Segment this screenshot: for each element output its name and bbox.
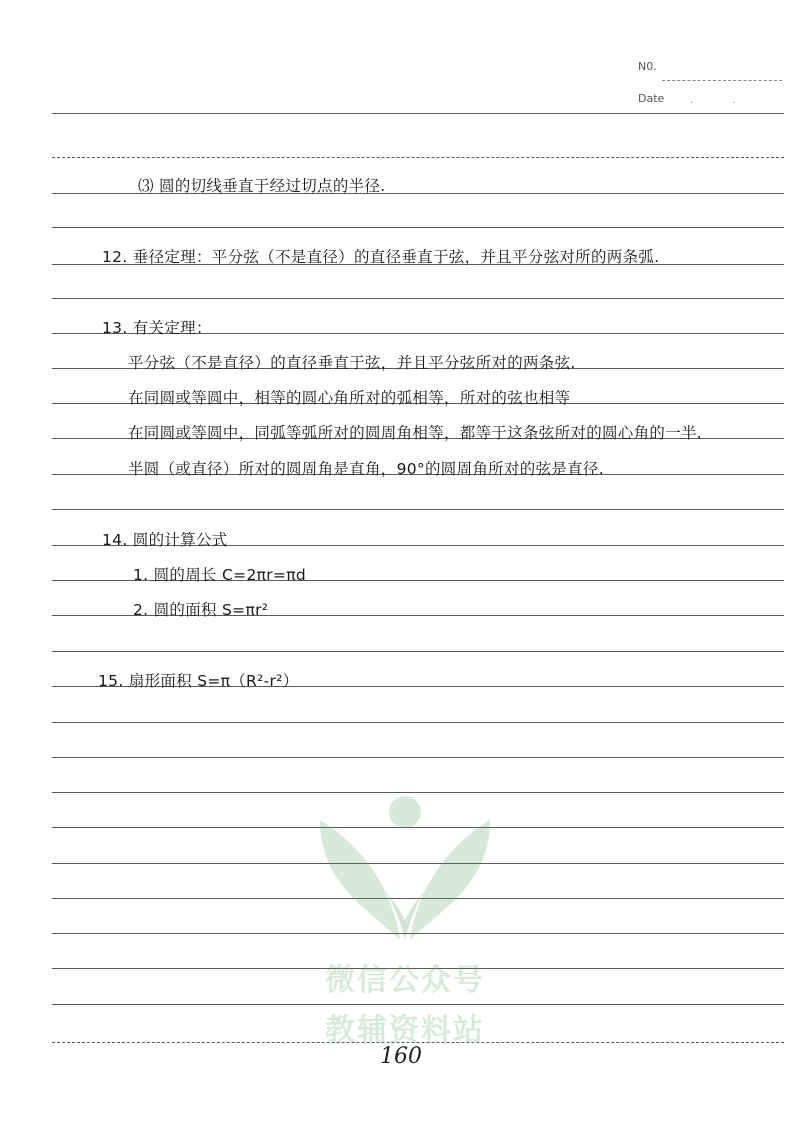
ruled-line	[52, 113, 784, 114]
note-line-area: 2. 圆的面积 S=πr²	[133, 601, 269, 619]
note-line-theorem-4: 半圆（或直径）所对的圆周角是直角，90°的圆周角所对的弦是直径.	[128, 460, 605, 478]
note-line-theorem-2: 在同圆或等圆中，相等的圆心角所对的弧相等，所对的弦也相等	[128, 389, 571, 407]
watermark-line-1: 微信公众号	[325, 963, 485, 998]
note-line-circumference: 1. 圆的周长 C=2πr=πd	[133, 566, 306, 584]
ruled-line	[52, 651, 784, 652]
ruled-line	[52, 298, 784, 299]
ruled-line	[52, 509, 784, 510]
date-dots: · ·	[690, 98, 754, 109]
ruled-line	[52, 722, 784, 723]
note-line-theorem-3: 在同圆或等圆中，同弧等弧所对的圆周角相等，都等于这条弦所对的圆心角的一半.	[128, 424, 703, 442]
note-line-theorem-1: 平分弦（不是直径）的直径垂直于弦，并且平分弦所对的两条弦.	[128, 354, 576, 372]
date-label: Date	[638, 92, 665, 105]
page-number: 160	[380, 1044, 422, 1069]
ruled-line	[52, 157, 784, 158]
note-line-related-theorems-heading: 13. 有关定理：	[102, 319, 212, 337]
ruled-line	[52, 757, 784, 758]
ruled-line	[52, 227, 784, 228]
note-line-formulas-heading: 14. 圆的计算公式	[102, 531, 228, 549]
watermark	[300, 790, 510, 1050]
note-line-tangent: ⑶ 圆的切线垂直于经过切点的半径.	[138, 177, 386, 195]
note-line-sector-area: 15. 扇形面积 S=π（R²-r²）	[98, 672, 299, 690]
watermark-line-2: 教辅资料站	[325, 1013, 485, 1048]
no-dotted-line	[662, 80, 782, 81]
no-label: N0.	[638, 60, 657, 73]
note-line-perpendicular-diameter-theorem: 12. 垂径定理：平分弦（不是直径）的直径垂直于弦，并且平分弦对所的两条弧.	[102, 248, 660, 266]
leaf-logo-icon	[300, 790, 510, 950]
